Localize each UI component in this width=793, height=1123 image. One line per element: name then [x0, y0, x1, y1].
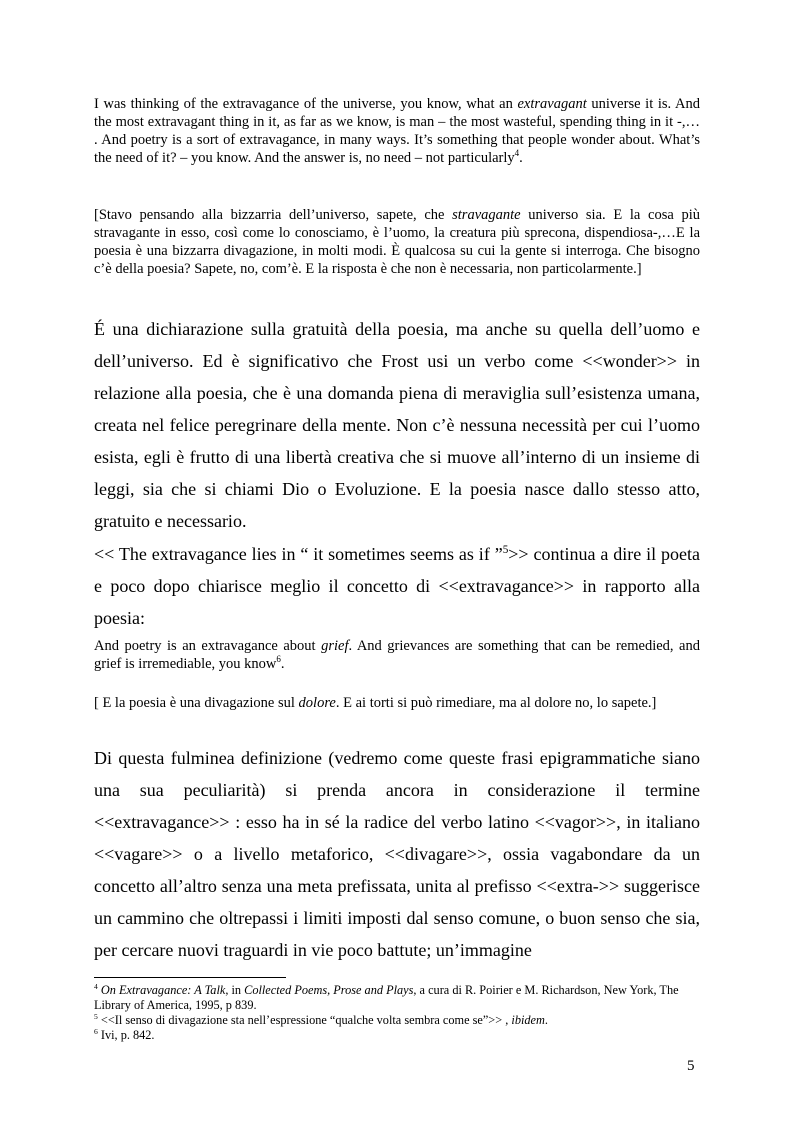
- footnote-ref[interactable]: 5: [502, 544, 509, 556]
- footnote-text: <<Il senso di divagazione sta nell’espressione “qualche volta sembra come se”>> ,: [97, 1013, 512, 1027]
- body-text: >> continua a dire il poeta e poco dopo chiarisce meglio il concetto di <<extravagance>> in rapporto alla poesia:: [94, 544, 700, 628]
- footnote-6: [94, 1028, 700, 1043]
- footnote-number: 4: [94, 981, 98, 991]
- footnote-text: Ivi, p. 842.: [97, 1028, 155, 1042]
- quote-italic: extravagant: [517, 96, 587, 112]
- quote-italic: grief: [321, 638, 349, 654]
- quote-text: universe it is. And the most extravagant thing in it, as far as we know, is man – the most wasteful, spending thing in it -,… . And poetry is a sort of extravagance, in many ways. It’s something that people wonder about. What’s the need of it? – you know. And the answer is, no need – not particularly: [94, 96, 700, 166]
- italian-translation-1: [94, 206, 700, 278]
- footnote-italic: ibidem: [511, 1013, 545, 1027]
- footnote-number: 6: [94, 1026, 98, 1036]
- footnote-separator: [94, 977, 286, 978]
- body-paragraph-2: [94, 538, 700, 634]
- footnotes: [94, 983, 700, 1043]
- translation-text: [ E la poesia è una divagazione sul: [94, 695, 299, 711]
- footnote-5: [94, 1013, 700, 1028]
- italian-translation-2: [94, 694, 700, 712]
- body-paragraph-1: É una dichiarazione sulla gratuità della poesia, ma anche su quella dell’uomo e dell’universo. Ed è significativo che Frost usi un verbo come <<wonder>> in relazione alla poesia, che è una domanda piena di meraviglia sull’esistenza umana, creata nel felice peregrinare della mente. Non c’è nessuna necessità per cui l’uomo esista, egli è frutto di una libertà creativa che si muove all’interno di un insieme di leggi, sia che si chiami Dio o Evoluzione. E la poesia nasce dallo stesso atto, gratuito e necessario.: [94, 319, 700, 531]
- english-quote-2: [94, 637, 700, 673]
- translation-text: [Stavo pensando alla bizzarria dell’universo, sapete, che: [94, 207, 453, 223]
- footnote-number: 5: [94, 1011, 98, 1021]
- translation-text: universo sia. E la cosa più stravagante in esso, così come lo conosciamo, è l’uomo, la creatura più sprecona, dispendiosa-,…E la poesia è una bizzarra divagazione, in molti modi. È qualcosa su cui la gente si interroga. Che bisogno c’è della poesia? Sapete, no, com’è. E la risposta è che non è necessaria, non particolarmente.]: [94, 207, 700, 277]
- quote-text: . And grievances are something that can be remedied, and grief is irremediable, you know: [94, 638, 700, 672]
- body-text: << The extravagance lies in “ it sometimes seems as if ”: [94, 544, 503, 564]
- footnote-text: .: [544, 1013, 548, 1027]
- page-number: 5: [687, 1058, 695, 1074]
- footnote-ref[interactable]: 4: [514, 148, 520, 159]
- quote-text: .: [519, 150, 523, 166]
- english-quote-1: [94, 95, 700, 167]
- translation-italic: dolore: [298, 695, 336, 711]
- translation-text: . E ai torti si può rimediare, ma al dolore no, lo sapete.]: [335, 695, 657, 711]
- body-paragraph-3: Di questa fulminea definizione (vedremo come queste frasi epigrammatiche siano una sua peculiarità) si prenda ancora in considerazione il termine <<extravagance>> : esso ha in sé la radice del verbo latino <<vagor>>, in italiano <<vagare>> o a livello metaforico, <<divagare>>, ossia vagabondare da un concetto all’altro senza una meta prefissata, unita al prefisso <<extra->> suggerisce un cammino che oltrepassi i limiti imposti dal senso comune, o buon senso che sia, per cercare nuovi traguardi in vie poco battute; un’immagine: [94, 748, 700, 960]
- quote-text: And poetry is an extravagance about: [94, 638, 322, 654]
- footnote-ref[interactable]: 6: [276, 654, 281, 665]
- quote-text: I was thinking of the extravagance of the universe, you know, what an: [94, 96, 518, 112]
- quote-text: .: [280, 656, 285, 672]
- footnote-4: [94, 983, 700, 1013]
- footnote-italic: Collected Poems, Prose and Plays: [244, 983, 414, 997]
- translation-italic: stravagante: [452, 207, 521, 223]
- footnote-italic: On Extravagance: A Talk: [100, 983, 226, 997]
- footnote-text: , a cura di R. Poirier e M. Richardson, New York, The Library of America, 1995, p 839.: [94, 983, 679, 1012]
- footnote-text: , in: [225, 983, 245, 997]
